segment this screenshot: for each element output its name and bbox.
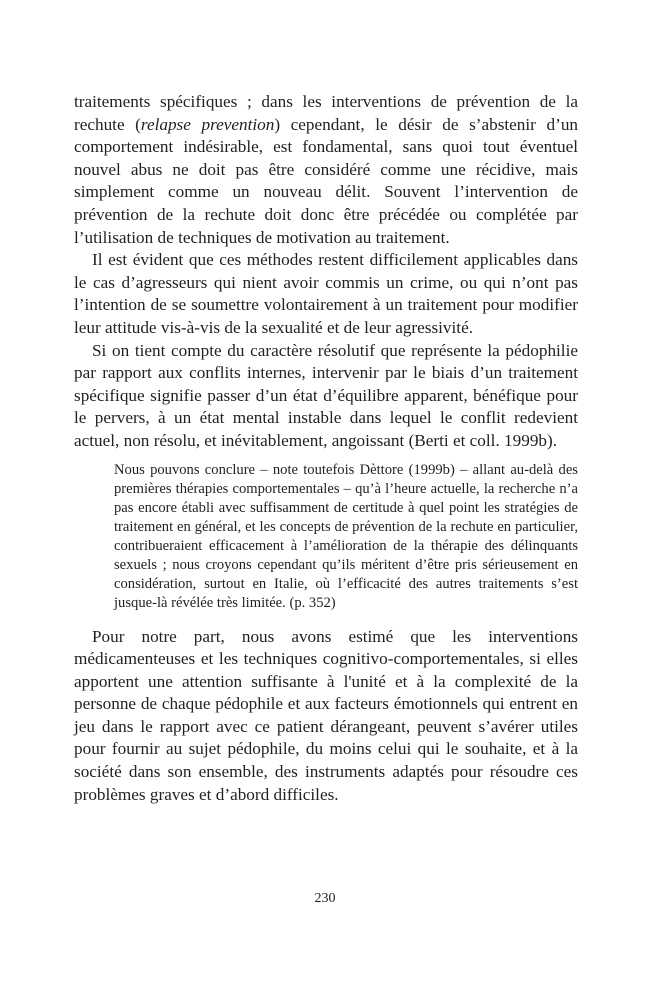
relapse-prevention-term: relapse prevention — [140, 114, 275, 134]
body-text — [74, 91, 578, 806]
paragraph-1-start: traitements spécifiques ; dans les interventions de prévention de la rechute ( — [74, 92, 578, 134]
paragraph-4: Pour notre part, nous avons estimé que les interventions médicamenteuses et les techniques cognitivo-comportementales, si elles apportent une attention suffisante à l'unité et à la complexité de la personne de chaque pédophile et aux facteurs émotionnels qui entrent en jeu dans le rapport avec ce patient dérangeant, peuvent s’avérer utiles pour fournir au sujet pédophile, du moins celui qui le souhaite, et à la société dans son ensemble, des instruments adaptés pour résoudre ces problèmes graves et d’abord difficiles. — [74, 626, 578, 804]
paragraph-3: Si on tient compte du caractère résolutif que représente la pédophilie par rapport aux conflits internes, intervenir par le biais d’un traitement spécifique signifie passer d’un état d’équilibre apparent, bénéfique pour le pervers, à un état mental instable dans lequel le conflit redevient actuel, non résolu, et inévitablement, angoissant (Berti et coll. 1999b). — [74, 340, 578, 450]
block-quote: Nous pouvons conclure – note toutefois Dèttore (1999b) – allant au-delà des premières thérapies comportementales – qu’à l’heure actuelle, la recherche n’a pas encore établi avec suffisamment de certitude à quel point les stratégies de traitement en général, et les concepts de prévention de la rechute en particulier, contribueraient efficacement à l’amélioration de la thérapie des délinquants sexuels ; nous croyons cependant qu’ils méritent d’être pris sérieusement en considération, surtout en Italie, où l’efficacité des autres traitements s’est jusque-là révélée très limitée. (p. 352) — [114, 461, 578, 611]
paragraph-2: Il est évident que ces méthodes restent difficilement applicables dans le cas d’agresseurs qui nient avoir commis un crime, ou qui n’ont pas l’intention de se soumettre volontairement à un traitement pour modifier leur attitude vis-à-vis de la sexualité et de leur agressivité. — [74, 250, 578, 337]
paragraph-1 — [74, 91, 578, 249]
paragraph-1-end: ) cependant, le désir de s’abstenir d’un comportement indésirable, est fondamental, sans quoi tout éventuel nouvel abus ne doit pas être considéré comme une récidive, mais simplement comme un nouveau délit. Souvent l’intervention de prévention de la rechute doit donc être précédée ou complétée par l’utilisation de techniques de motivation au traitement. — [74, 114, 579, 247]
page-number: 230 — [314, 891, 336, 906]
